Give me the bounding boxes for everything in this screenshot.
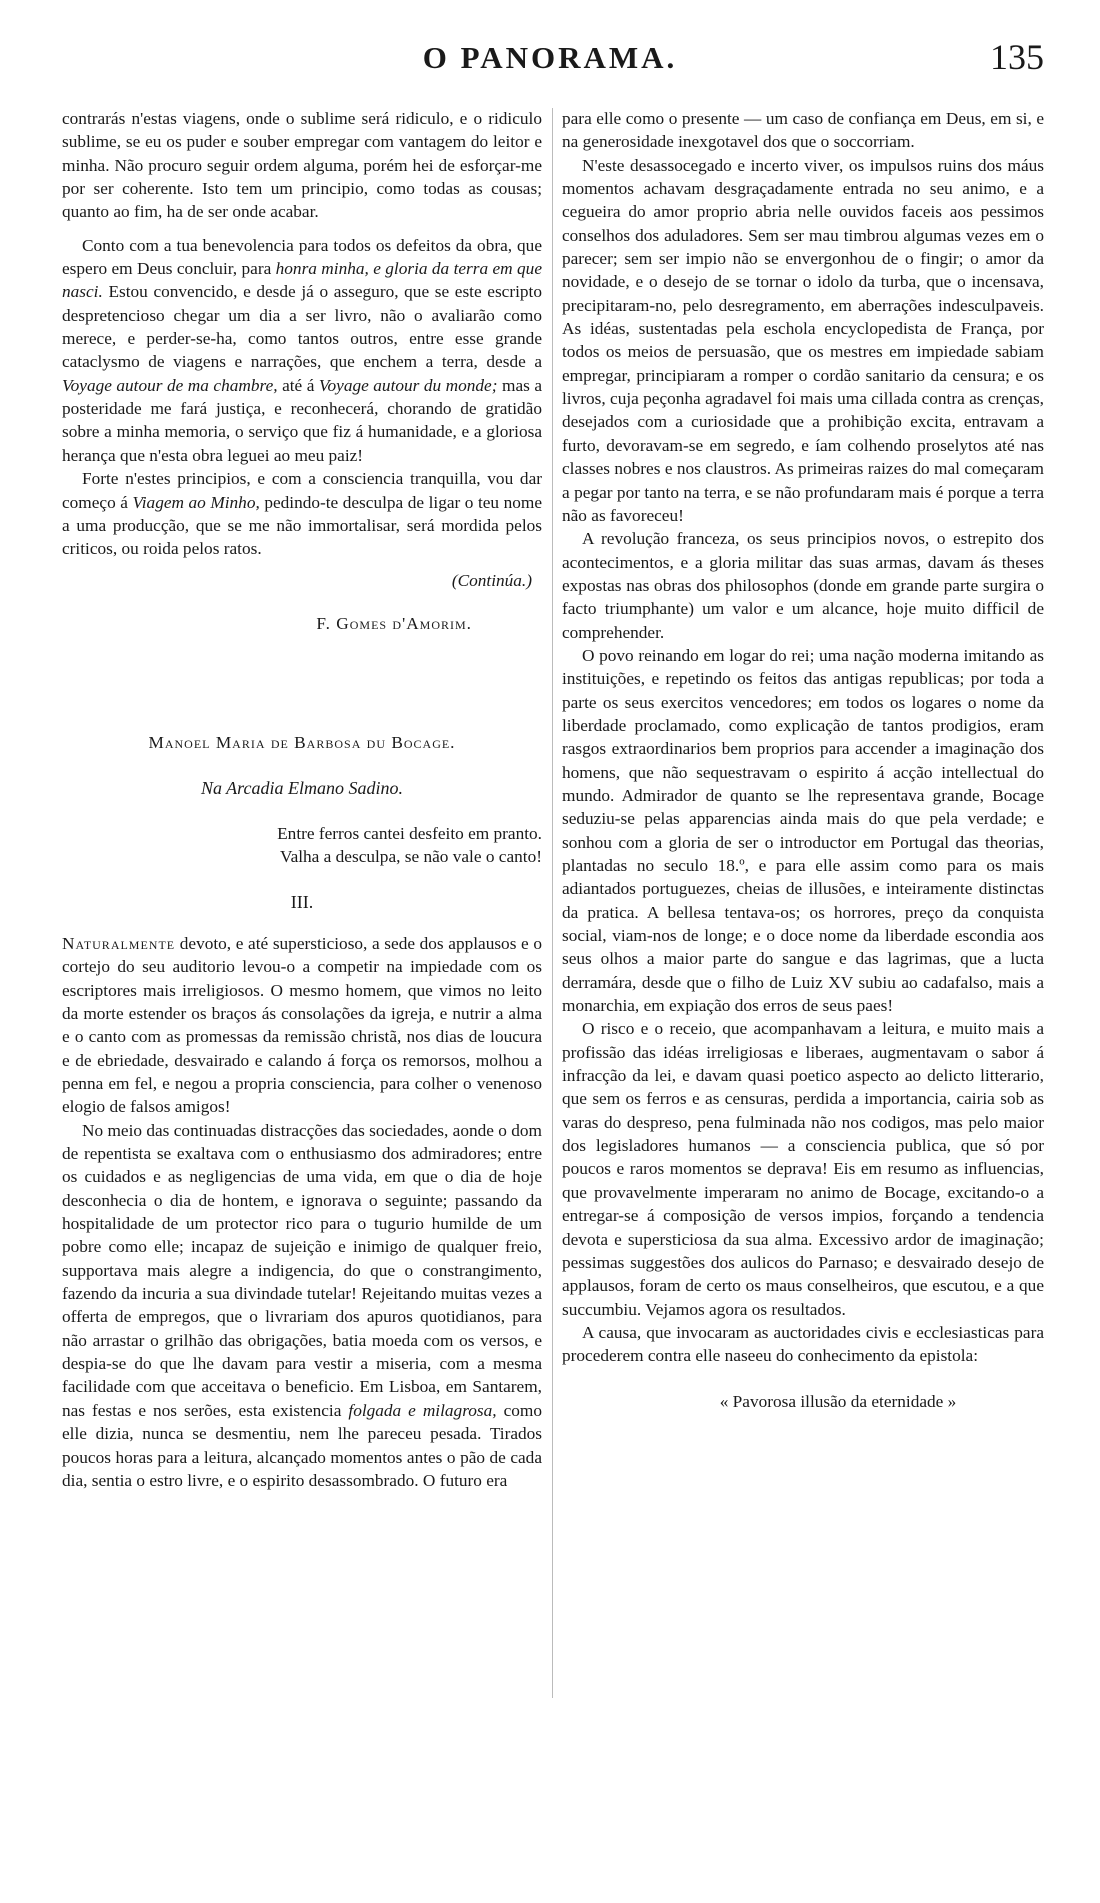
paragraph: Naturalmente devoto, e até supersticioso, a sede dos applausos e o cortejo do seu auditorio levou-o a competir na impiedade com os escriptores mais irreligiosos. O mesmo homem, que vimos no leito da morte estender os braços ás consolações da igreja, e nutrir a alma e o canto com as promessas da remissão christã, nos dias de loucura e de ebriedade, desvairado e calando á força os remorsos, molhou a penna em fel, e negou a propria consciencia, para colher o venenoso elogio de falsos amigos! — [62, 933, 542, 1117]
chapter-numeral: III. — [290, 891, 314, 912]
continua-note: (Continúa.) — [451, 570, 532, 590]
paragraph: No meio das continuadas distracções das sociedades, aonde o dom de repentista se exaltava com o enthusiasmo dos admiradores; entre os cuidados e as negligencias de uma vida, em que o dia de hoje desconhecia o dia de hontem, e ignorava o seguinte; passando da hospitalidade de um protector rico para o tugurio humilde de um pobre como elle; incapaz de sujeição e inimigo de qualquer freio, supportava mais alegre a indigencia, do que o constrangimento, fazendo da incuria a sua divindade tutelar! Rejeitando muitas vezes a offerta de empregos, que o livrariam dos apuros quotidianos, para não arrastar o grilhão das obrigações, batia moeda com os versos, e despia-se do que lhe davam para vestir a miseria, com a mesma facilidade com que acceitava o beneficio. Em Lisboa, em Santarem, nas festas e nos serões, esta existencia folgada e milagrosa, como elle dizia, nunca se desmentiu, nem lhe pareceu pesada. Tirados poucos horas para a leitura, alcançado momentos antes o pão de cada dia, sentia o estro livre, e o espirito desassombrado. O futuro era — [62, 1120, 542, 1490]
author-signature: F. Gomes d'Amorim. — [316, 613, 472, 633]
quoted-verse: « Pavorosa illusão da eternidade » — [719, 1391, 957, 1411]
section-subtitle: Na Arcadia Elmano Sadino. — [201, 777, 403, 798]
paragraph: Conto com a tua benevolencia para todos os defeitos da obra, que espero em Deus concluir, para honra minha, e gloria da terra em que nasci. Estou convencido, e desde já o asseguro, que se este escripto despretencioso chegar um dia a ser livro, não o avaliarão como merece, e perder-se-ha, como tantos outros, entre esse grande cataclysmo de viagens e narrações, que enchem a terra, desde a Voyage autour de ma chambre, até á Voyage autour du monde; mas a posteridade me fará justiça, e reconhecerá, chorando de gratidão sobre a minha memoria, o serviço que fiz á humanidade, e a gloriosa herança que n'esta obra leguei ao meu paiz! — [62, 235, 543, 465]
right-column — [562, 107, 1044, 1413]
left-column — [62, 107, 542, 1492]
paragraph: Forte n'estes principios, e com a consciencia tranquilla, vou dar começo á Viagem ao Minho, pedindo-te desculpa de ligar o teu nome a uma producção, que se me não immortalisar, será mordida pelos criticos, ou roida pelos ratos. — [62, 469, 543, 559]
paragraph: O povo reinando em logar do rei; uma nação moderna imitando as instituições, e repetindo os feitos das antigas republicas; por toda a parte os seus exercitos vencedores; em todos os logares o nome da liberdade proclamado, como explicação de tantos prodigios, eram rasgos extraordinarios bem proprios para accender a imaginação dos homens, que não sequestravam o espirito á acção intellectual do mundo. Admirador de quanto se lhe representava grande, Bocage seduziu-se pelas apparencias ainda mais do que pela verdade; e sonhou com a gloria de ser o introductor em Portugal das theorias, plantadas no seculo 18.º, e para elle assim como para os mais adiantados portuguezes, cheias de illusões, e inteiramente distinctas da pratica. A bellesa tentava-os; os horrores, preço da conquista social, viam-nos de longe; e o doce nome da liberdade escondia aos seus olhos a maior parte do sangue e das lagrimas, que a lucta derramára, desde que o filho de Luiz XV subiu ao cadafalso, mais a monarchia, em expiação dos erros de seus paes! — [562, 645, 1044, 1016]
epigraph — [62, 822, 542, 869]
paragraph: A revolução franceza, os seus principios novos, o estrepito dos acontecimentos, e a gloria militar das suas armas, davam ás theses expostas nas obras dos philosophos (donde em grande parte surgira o facto triumphante) um valor e um alcance, hoje muito difficil de comprehender. — [562, 529, 1044, 642]
paragraph: N'este desassocegado e incerto viver, os impulsos ruins dos máus momentos achavam desgraçadamente entrada no seu animo, e a cegueira do amor proprio abria nelle ouvidos faceis aos pessimos conselhos dos aduladores. Sem ser mau timbrou algumas vezes em o parecer; sem ser impio não se envergonhou de o fingir; o amor da novidade, e o desejo de se tornar o idolo da turba, que o incensava, precipitaram-no, pelo desregramento, em aberrações indesculpaveis. As idéas, sustentadas pela eschola encyclopedista de França, por todos os meios de persuasão, que os mestres em impiedade sabiam empregar, principiaram a romper o cordão sanitario da censura; e os livros, cuja peçonha agradavel foi mais uma cillada contra as crenças, desejados com a curiosidade que a prohibição excita, entravam a furto, devoravam-se em segredo, e íam colhendo proselytos até nas classes nobres e nos claustros. As primeiras raizes do mal começaram a pegar por tanto na terra, e se não profundaram mais é porque a terra não as favoreceu! — [562, 155, 1044, 525]
epigraph-line: Valha a desculpa, se não vale o canto! — [280, 847, 542, 867]
page-header-title: O PANORAMA. — [422, 40, 678, 75]
section-title: Manoel Maria de Barbosa du Bocage. — [148, 733, 456, 753]
paragraph: contrarás n'estas viagens, onde o sublime será ridiculo, e o ridiculo sublime, se eu os puder e souber empregar com vantagem do leitor e minha. Não procuro seguir ordem alguma, porém hei de esforçar-me por ser coherente. Isto tem um principio, como todas as cousas; quanto ao fim, ha de ser onde acabar. — [62, 109, 542, 222]
column-divider — [552, 108, 553, 1698]
paragraph: para elle como o presente — um caso de confiança em Deus, em si, e na generosidade inexgotavel dos que o soccorriam. — [562, 109, 1044, 152]
paragraph: O risco e o receio, que acompanhavam a leitura, e muito mais a profissão das idéas irreligiosas e liberaes, augmentavam o sabor á infracção da lei, e davam quasi poetico aspecto ao delicto litterario, que sem os ferros e as censuras, perdida a importancia, cairia sob as varas do despreso, pena fulminada não nos codigos, mas pelo maior dos legisladores humanos — a consciencia publica, que só por poucos e raros momentos se deprava! Eis em resumo as influencias, que provavelmente imperaram no animo de Bocage, excitando-o a entregar-se á composição de versos impios, forçando a tendencia devota e supersticiosa da sua alma. Excessivo ardor de imaginação; pessimas suggestões dos aulicos do Parnaso; e desvairado desejo de applausos, foram de certo os maus conselheiros, que escutou, e a que succumbiu. Vejamos agora os resultados. — [562, 1019, 1044, 1319]
page-number: 135 — [990, 37, 1044, 77]
epigraph-line: Entre ferros cantei desfeito em pranto. — [277, 823, 542, 843]
paragraph: A causa, que invocaram as auctoridades civis e ecclesiasticas para procederem contra elle naseeu do conhecimento da epistola: — [562, 1322, 1044, 1366]
